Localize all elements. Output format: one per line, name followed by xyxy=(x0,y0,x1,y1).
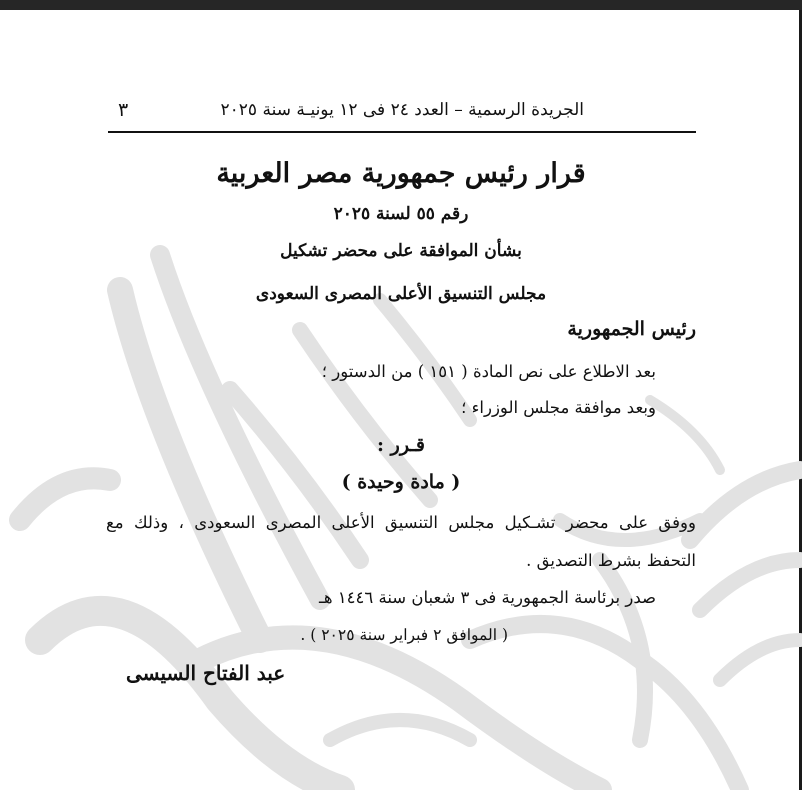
preamble-cabinet: وبعد موافقة مجلس الوزراء ؛ xyxy=(461,398,656,417)
preamble-constitution: بعد الاطلاع على نص المادة ( ١٥١ ) من الدستور ؛ xyxy=(321,362,656,381)
header-divider xyxy=(108,131,696,133)
article-text-line2: التحفظ بشرط التصديق . xyxy=(526,551,696,570)
article-text-line1: ووفق على محضر تشـكيل مجلس التنسيق الأعلى المصرى السعودى ، وذلك مع xyxy=(106,513,696,532)
issued-date: صدر برئاسة الجمهورية فى ٣ شعبان سنة ١٤٤٦ هـ xyxy=(319,588,656,607)
corresponding-date: ( الموافق ٢ فبراير سنة ٢٠٢٥ ) . xyxy=(300,626,508,644)
decree-title: قرار رئيس جمهورية مصر العربية xyxy=(216,158,586,189)
gazette-header-title: الجريدة الرسمية – العدد ٢٤ فى ١٢ يونيـة سنة ٢٠٢٥ xyxy=(220,100,584,120)
article-heading: ( مادة وحيدة ) xyxy=(341,471,461,493)
president-heading: رئيس الجمهورية xyxy=(567,318,696,340)
page-number: ٣ xyxy=(118,99,129,121)
decree-subject-line2: مجلس التنسيق الأعلى المصرى السعودى xyxy=(255,284,547,304)
decree-subject-line1: بشأن الموافقة على محضر تشكيل xyxy=(280,241,522,261)
decided-heading: قـرر : xyxy=(377,434,425,456)
signature-name: عبد الفتاح السيسى xyxy=(126,661,286,685)
decree-number: رقم ٥٥ لسنة ٢٠٢٥ xyxy=(333,204,469,224)
